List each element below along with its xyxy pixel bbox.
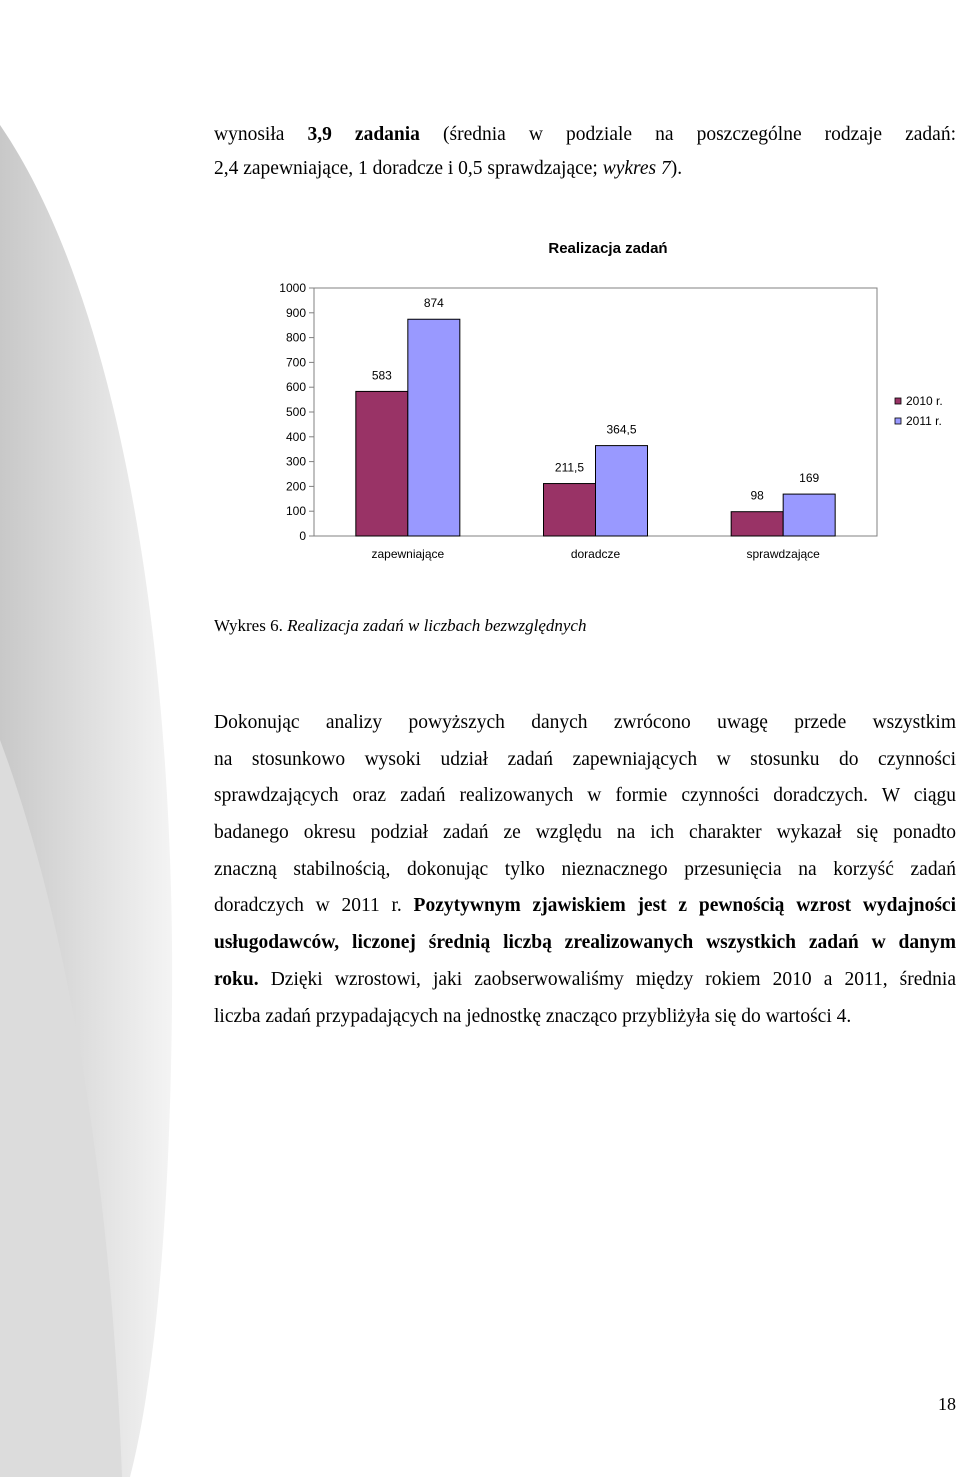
bar-value-label: 211,5 — [554, 460, 585, 475]
intro-italic-ref: wykres 7 — [602, 158, 671, 179]
body-line-3: sprawdzających oraz zadań realizowanych w formie czynności doradczych. W ciągu — [214, 785, 956, 807]
legend-label: 2010 r. — [906, 394, 943, 408]
y-tick-label: 100 — [285, 504, 306, 519]
body-bold-text: Pozytywnym zjawiskiem jest z pewnością wzrost wydajności — [413, 895, 956, 917]
body-line-1: Dokonując analizy powyższych danych zwrócono uwagę przede wszystkim — [214, 712, 956, 733]
body-line-8 — [214, 962, 956, 999]
y-tick-label: 600 — [285, 380, 306, 395]
y-tick-label: 800 — [285, 330, 306, 345]
bar-chart — [0, 230, 960, 575]
body-bold-text: roku. — [214, 968, 259, 990]
bar-value-label: 583 — [371, 368, 392, 383]
intro-text: 2,4 zapewniające, 1 doradcze i 0,5 sprawdzające; — [214, 158, 603, 179]
y-tick-label: 400 — [285, 429, 306, 444]
bar-value-label: 169 — [799, 471, 820, 486]
bar-value-label: 98 — [750, 488, 764, 503]
y-tick-label: 0 — [299, 529, 306, 543]
body-paragraph — [214, 705, 956, 1035]
bar-zapewniające-2010 r. — [356, 391, 408, 536]
body-line-6 — [214, 888, 956, 925]
bar-zapewniające-2011 r. — [408, 319, 460, 536]
bars-group — [356, 296, 835, 536]
y-tick-label: 200 — [285, 479, 306, 494]
caption-prefix: Wykres 6. — [214, 616, 283, 635]
x-category-label: doradcze — [570, 547, 621, 561]
intro-bold-text: 3,9 zadania — [307, 124, 420, 145]
legend-label: 2011 r. — [906, 414, 942, 428]
body-line-4: badanego okresu podział zadań ze względu na ich charakter wykazał się ponadto — [214, 822, 956, 844]
intro-text: ). — [670, 158, 683, 179]
page-number: 18 — [938, 1394, 956, 1414]
bar-value-label: 364,5 — [606, 422, 637, 437]
chart-title: Realizacja zadań — [548, 240, 668, 257]
caption-text: Realizacja zadań w liczbach bezwzględnych — [282, 616, 587, 635]
y-tick-label: 1000 — [279, 281, 306, 295]
figure-caption — [214, 616, 586, 636]
y-axis-ticks — [279, 281, 314, 543]
legend-swatch — [895, 418, 901, 424]
bar-doradcze-2011 r. — [596, 446, 648, 536]
intro-paragraph — [214, 118, 956, 186]
body-line-9: liczba zadań przypadających na jednostkę znacząco przybliżyła się do wartości 4. — [214, 1005, 852, 1027]
y-tick-label: 700 — [285, 355, 306, 370]
bar-doradcze-2010 r. — [544, 484, 596, 536]
x-category-label: zapewniające — [371, 547, 445, 561]
bar-sprawdzające-2010 r. — [731, 512, 783, 536]
body-text: Dzięki wzrostowi, jaki zaobserwowaliśmy między rokiem 2010 a 2011, średnia — [258, 968, 956, 990]
y-tick-label: 300 — [285, 454, 306, 469]
body-text: doradczych w 2011 r. — [214, 895, 414, 917]
x-category-label: sprawdzające — [746, 547, 820, 561]
intro-text: (średnia w podziale na poszczególne rodzaje zadań: — [419, 124, 956, 145]
body-line-2: na stosunkowo wysoki udział zadań zapewniających w stosunku do czynności — [214, 748, 956, 770]
intro-line-1 — [214, 118, 956, 152]
legend-swatch — [895, 398, 901, 404]
body-line-7 — [214, 925, 956, 962]
intro-text: wynosiła — [214, 124, 308, 145]
legend — [895, 394, 943, 428]
y-tick-label: 900 — [285, 305, 306, 320]
body-line-5: znaczną stabilnością, dokonując tylko nieznacznego przesunięcia na korzyść zadań — [214, 858, 956, 880]
bar-sprawdzające-2011 r. — [783, 494, 835, 536]
intro-line-2 — [214, 152, 956, 186]
y-tick-label: 500 — [285, 405, 306, 419]
body-bold-text: usługodawców, liczonej średnią liczbą zrealizowanych wszystkich zadań w danym — [214, 932, 956, 954]
bar-value-label: 874 — [423, 296, 444, 311]
x-axis-labels — [371, 547, 820, 561]
